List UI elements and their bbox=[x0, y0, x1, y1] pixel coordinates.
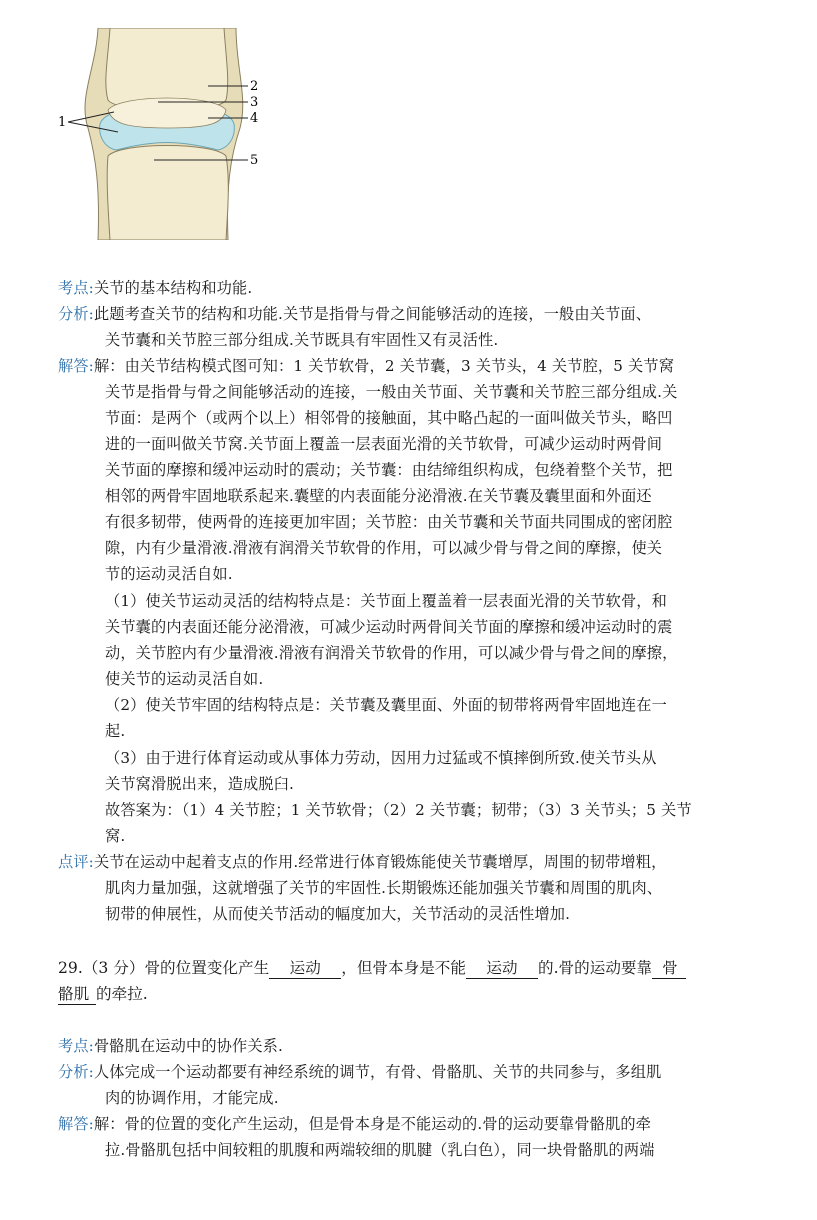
fenxi-row bbox=[58, 301, 651, 327]
answer-blank-3a: 骨 bbox=[652, 958, 686, 979]
jieda-tag: 解答: bbox=[58, 357, 94, 375]
jieda-line: 关节是指骨与骨之间能够活动的连接，一般由关节面、关节囊和关节腔三部分组成.关 bbox=[105, 383, 678, 401]
jieda-line: 进的一面叫做关节窝.关节面上覆盖一层表面光滑的关节软骨，可减少运动时两骨间 bbox=[105, 435, 663, 453]
dianping-line: 韧带的伸展性，从而使关节活动的幅度加大，关节活动的灵活性增加. bbox=[105, 905, 571, 923]
jieda-line: 故答案为：（1）4 关节腔；1 关节软骨；（2）2 关节囊；韧带；（3）3 关节头；5 关节 bbox=[105, 801, 692, 819]
jieda-line: 拉.骨骼肌包括中间较粗的肌腹和两端较细的肌腱（乳白色），同一块骨骼肌的两端 bbox=[105, 1141, 655, 1159]
jieda-row bbox=[58, 353, 674, 379]
label-3: 3 bbox=[250, 95, 259, 110]
fenxi-tag: 分析: bbox=[58, 1063, 94, 1081]
question-suffix: 的牵拉. bbox=[96, 985, 148, 1003]
jieda-line: （2）使关节牢固的结构特点是：关节囊及囊里面、外面的韧带将两骨牢固地连在一 bbox=[105, 696, 667, 714]
kaodian-tag: 考点: bbox=[58, 279, 94, 297]
jieda-line: 使关节的运动灵活自如. bbox=[105, 670, 264, 688]
jieda-line: 窝. bbox=[105, 827, 126, 845]
jieda-line: 关节面的摩擦和缓冲运动时的震动；关节囊：由结缔组织构成，包绕着整个关节，把 bbox=[105, 461, 673, 479]
question-mid-2: 的.骨的运动要靠 bbox=[537, 959, 653, 977]
fenxi-line: 此题考查关节的结构和功能.关节是指骨与骨之间能够活动的连接，一般由关节面、 bbox=[93, 305, 652, 323]
fenxi-tag: 分析: bbox=[58, 305, 94, 323]
answer-blank-3b: 骼肌 bbox=[58, 984, 96, 1005]
dianping-line: 肌肉力量加强，这就增强了关节的牢固性.长期锻炼还能加强关节囊和周围的肌肉、 bbox=[105, 879, 663, 897]
kaodian-text: 骨骼肌在运动中的协作关系. bbox=[93, 1037, 283, 1055]
label-2: 2 bbox=[250, 79, 259, 94]
knee-joint-diagram bbox=[58, 28, 278, 240]
fenxi-line: 肉的协调作用，才能完成. bbox=[105, 1089, 279, 1107]
jieda-line: 节的运动灵活自如. bbox=[105, 565, 233, 583]
question-mid-1: ，但骨本身是不能 bbox=[341, 959, 466, 977]
jieda-row-2 bbox=[58, 1111, 651, 1137]
jieda-line: 解：由关节结构模式图可知：1 关节软骨，2 关节囊，3 关节头，4 关节腔，5 关节窝 bbox=[93, 357, 675, 375]
kaodian-row bbox=[58, 275, 252, 301]
kaodian-row-2 bbox=[58, 1033, 283, 1059]
kaodian-tag: 考点: bbox=[58, 1037, 94, 1055]
dianping-row bbox=[58, 849, 666, 875]
jieda-line: 有很多韧带，使两骨的连接更加牢固；关节腔：由关节囊和关节面共同围成的密闭腔 bbox=[105, 513, 673, 531]
fenxi-row-2 bbox=[58, 1059, 661, 1085]
question-prefix: 29.（3 分）骨的位置变化产生 bbox=[58, 959, 270, 977]
label-1: 1 bbox=[58, 115, 67, 130]
jieda-line: 起. bbox=[105, 722, 126, 740]
dianping-tag: 点评: bbox=[58, 853, 94, 871]
jieda-line: 隙，内有少量滑液.滑液有润滑关节软骨的作用，可以减少骨与骨之间的摩擦，使关 bbox=[105, 539, 663, 557]
kaodian-text: 关节的基本结构和功能. bbox=[93, 279, 253, 297]
jieda-tag: 解答: bbox=[58, 1115, 94, 1133]
jieda-line: 动，关节腔内有少量滑液.滑液有润滑关节软骨的作用，可以减少骨与骨之间的摩擦， bbox=[105, 644, 678, 662]
jieda-line: 关节囊的内表面还能分泌滑液，可减少运动时两骨间关节面的摩擦和缓冲运动时的震 bbox=[105, 618, 673, 636]
dianping-line: 关节在运动中起着支点的作用.经常进行体育锻炼能使关节囊增厚，周围的韧带增粗， bbox=[93, 853, 667, 871]
jieda-line: （1）使关节运动灵活的结构特点是：关节面上覆盖着一层表面光滑的关节软骨，和 bbox=[105, 592, 667, 610]
question-29 bbox=[58, 955, 686, 981]
label-4: 4 bbox=[250, 111, 259, 126]
question-29-cont bbox=[58, 981, 148, 1007]
jieda-line: 相邻的两骨牢固地联系起来.囊壁的内表面能分泌滑液.在关节囊及囊里面和外面还 bbox=[105, 487, 652, 505]
jieda-line: 解：骨的位置的变化产生运动，但是骨本身是不能运动的.骨的运动要靠骨骼肌的牵 bbox=[93, 1115, 652, 1133]
label-5: 5 bbox=[250, 153, 259, 168]
jieda-line: 节面：是两个（或两个以上）相邻骨的接触面，其中略凸起的一面叫做关节头，略凹 bbox=[105, 409, 673, 427]
jieda-line: （3）由于进行体育运动或从事体力劳动，因用力过猛或不慎摔倒所致.使关节头从 bbox=[105, 749, 657, 767]
answer-blank-1: 运动 bbox=[269, 958, 341, 979]
jieda-line: 关节窝滑脱出来，造成脱臼. bbox=[105, 775, 295, 793]
fenxi-line: 人体完成一个运动都要有神经系统的调节，有骨、骨骼肌、关节的共同参与，多组肌 bbox=[93, 1063, 662, 1081]
fenxi-line: 关节囊和关节腔三部分组成.关节既具有牢固性又有灵活性. bbox=[105, 331, 499, 349]
answer-blank-2: 运动 bbox=[466, 958, 538, 979]
